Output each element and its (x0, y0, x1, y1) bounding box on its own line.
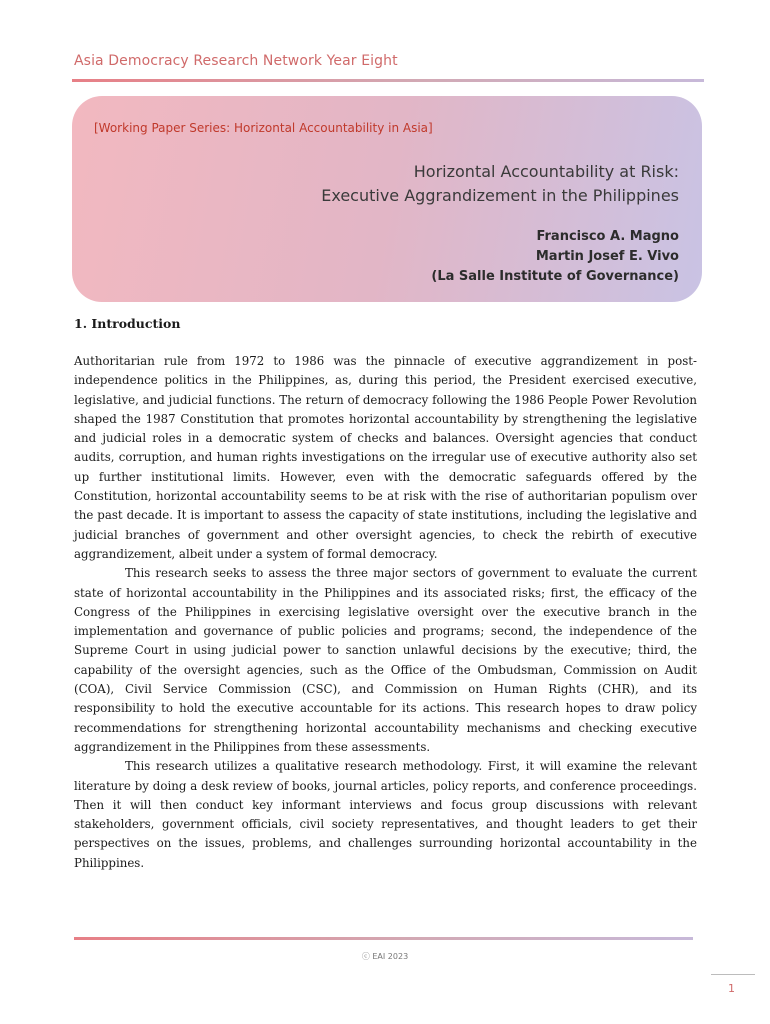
paper-title-line-1: Horizontal Accountability at Risk: (413, 162, 679, 181)
footer-divider (74, 937, 693, 940)
paper-title-line-2: Executive Aggrandizement in the Philippines (321, 186, 679, 205)
running-header: Asia Democracy Research Network Year Eight (74, 53, 398, 69)
page-number: 1 (728, 982, 735, 995)
header-divider (72, 79, 704, 82)
author-2: Martin Josef E. Vivo (535, 249, 679, 264)
paper-title (321, 160, 679, 208)
series-label: [Working Paper Series: Horizontal Accountability in Asia] (94, 121, 433, 135)
author-affiliation: (La Salle Institute of Governance) (431, 269, 679, 284)
copyright-notice: ⓒ EAI 2023 (361, 952, 409, 961)
body-text (74, 352, 697, 873)
paragraph-2: This research seeks to assess the three major sectors of government to evaluate the current state of horizontal accountability in the Philippines and its associated risks; first, the efficacy of the Congress of the Philippines in exercising legislative oversight over the executive branch in the implementation and governance of public policies and programs; second, the independence of the Supreme Court in using judicial power to sanction unlawful decisions by the executive; third, the capability of the oversight agencies, such as the Office of the Ombudsman, Commission on Audit (COA), Civil Service Commission (CSC), and Commission on Human Rights (CHR), and its responsibility to hold the executive accountable for its actions. This research hopes to draw policy recommendations for strengthening horizontal accountability mechanisms and checking executive aggrandizement in the Philippines from these assessments. (74, 566, 697, 754)
author-block (431, 227, 679, 287)
section-heading: 1. Introduction (74, 316, 181, 331)
paragraph-1: Authoritarian rule from 1972 to 1986 was the pinnacle of executive aggrandizement in post-independence politics in the Philippines, as, during this period, the President exercised executive, legislative, and judicial functions. The return of democracy following the 1986 People Power Revolution shaped the 1987 Constitution that promotes horizontal accountability by strengthening the legislative and judicial roles in a democratic system of checks and balances. Oversight agencies that conduct audits, corruption, and human rights investigations on the irregular use of executive authority also set up further institutional limits. However, even with the democratic safeguards offered by the Constitution, horizontal accountability seems to be at risk with the rise of authoritarian populism over the past decade. It is important to assess the capacity of state institutions, including the legislative and judicial branches of government and other oversight agencies, to check the rebirth of executive aggrandizement, albeit under a system of formal democracy. (74, 354, 697, 561)
paragraph-3: This research utilizes a qualitative research methodology. First, it will examine the relevant literature by doing a desk review of books, journal articles, policy reports, and conference proceedings. Then it will then conduct key informant interviews and focus group discussions with relevant stakeholders, government officials, civil society representatives, and thought leaders to get their perspectives on the issues, problems, and challenges surrounding horizontal accountability in the Philippines. (74, 759, 697, 870)
author-1: Francisco A. Magno (536, 229, 679, 244)
page-number-divider (711, 974, 755, 975)
